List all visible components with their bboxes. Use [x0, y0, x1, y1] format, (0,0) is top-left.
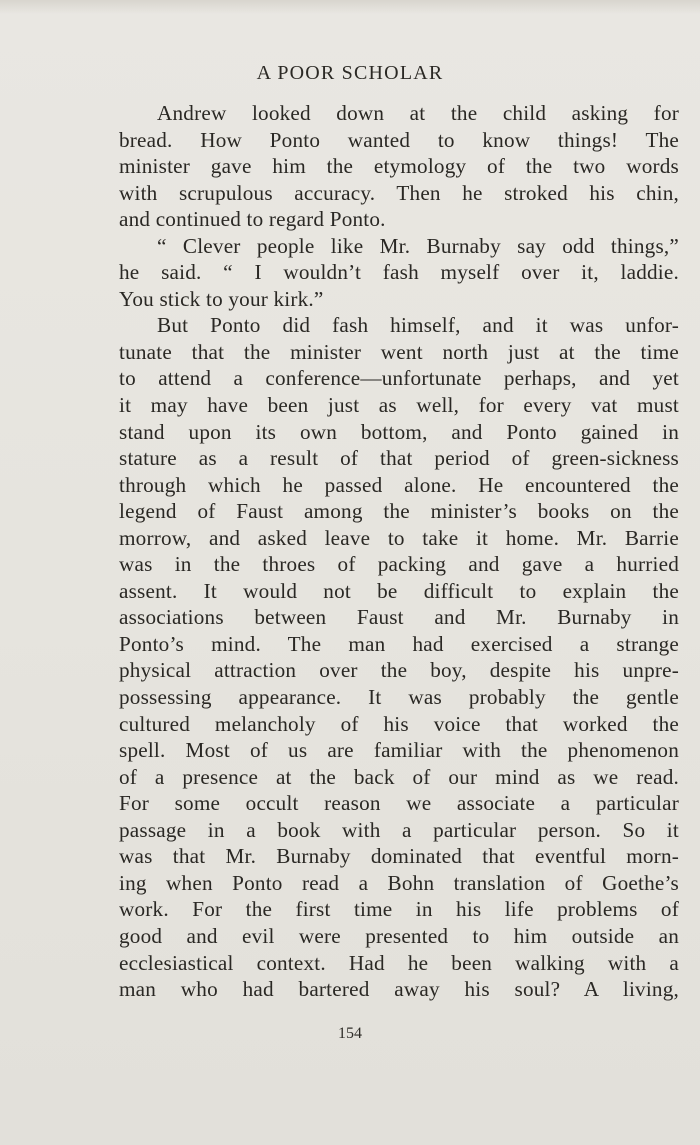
text-line: man who had bartered away his soul? A living, [119, 977, 679, 1002]
text-line: it may have been just as well, for every vat must [119, 393, 679, 418]
text-line: to attend a conference—unfortunate perhaps, and yet [119, 366, 679, 391]
text-line: work. For the first time in his life problems of [119, 897, 679, 922]
text-line: possessing appearance. It was probably the gentle [119, 685, 679, 710]
text-line: cultured melancholy of his voice that worked the [119, 711, 679, 736]
text-line: ecclesiastical context. Had he been walking with a [119, 950, 679, 975]
body-text [119, 100, 679, 1003]
text-line: stature as a result of that period of green-sickness [119, 446, 679, 471]
text-line: “ Clever people like Mr. Burnaby say odd things,” [157, 233, 679, 258]
text-line: of a presence at the back of our mind as we read. [119, 764, 679, 789]
text-line: was that Mr. Burnaby dominated that eventful morn- [119, 844, 679, 869]
text-line: ing when Ponto read a Bohn translation of Goethe’s [119, 870, 679, 895]
running-head: A POOR SCHOLAR [256, 62, 444, 84]
text-line: assent. It would not be difficult to explain the [119, 578, 679, 603]
text-line: For some occult reason we associate a particular [119, 791, 679, 816]
text-line: You stick to your kirk.” [119, 286, 324, 311]
page-top-edge [0, 0, 700, 14]
text-line: he said. “ I wouldn’t fash myself over it, laddie. [119, 260, 679, 285]
text-line: and continued to regard Ponto. [119, 207, 386, 232]
text-line: good and evil were presented to him outside an [119, 923, 679, 948]
text-line: physical attraction over the boy, despite his unpre- [119, 658, 679, 683]
text-line: was in the throes of packing and gave a hurried [119, 552, 679, 577]
text-line: But Ponto did fash himself, and it was unfor- [157, 313, 679, 338]
text-line: bread. How Ponto wanted to know things! The [119, 127, 679, 152]
text-line: passage in a book with a particular person. So it [119, 817, 679, 842]
text-line: through which he passed alone. He encountered the [119, 472, 679, 497]
text-line: minister gave him the etymology of the two words [119, 154, 679, 179]
text-line: stand upon its own bottom, and Ponto gained in [119, 419, 679, 444]
text-line: with scrupulous accuracy. Then he stroked his chin, [119, 180, 679, 205]
text-line: spell. Most of us are familiar with the phenomenon [119, 738, 679, 763]
text-line: associations between Faust and Mr. Burnaby in [119, 605, 679, 630]
text-line: Andrew looked down at the child asking for [157, 101, 679, 125]
text-line: Ponto’s mind. The man had exercised a strange [119, 631, 679, 656]
text-line: legend of Faust among the minister’s books on the [119, 499, 679, 524]
text-line: morrow, and asked leave to take it home. Mr. Barrie [119, 525, 679, 550]
text-line: tunate that the minister went north just at the time [119, 339, 679, 364]
page-number: 154 [338, 1025, 362, 1042]
